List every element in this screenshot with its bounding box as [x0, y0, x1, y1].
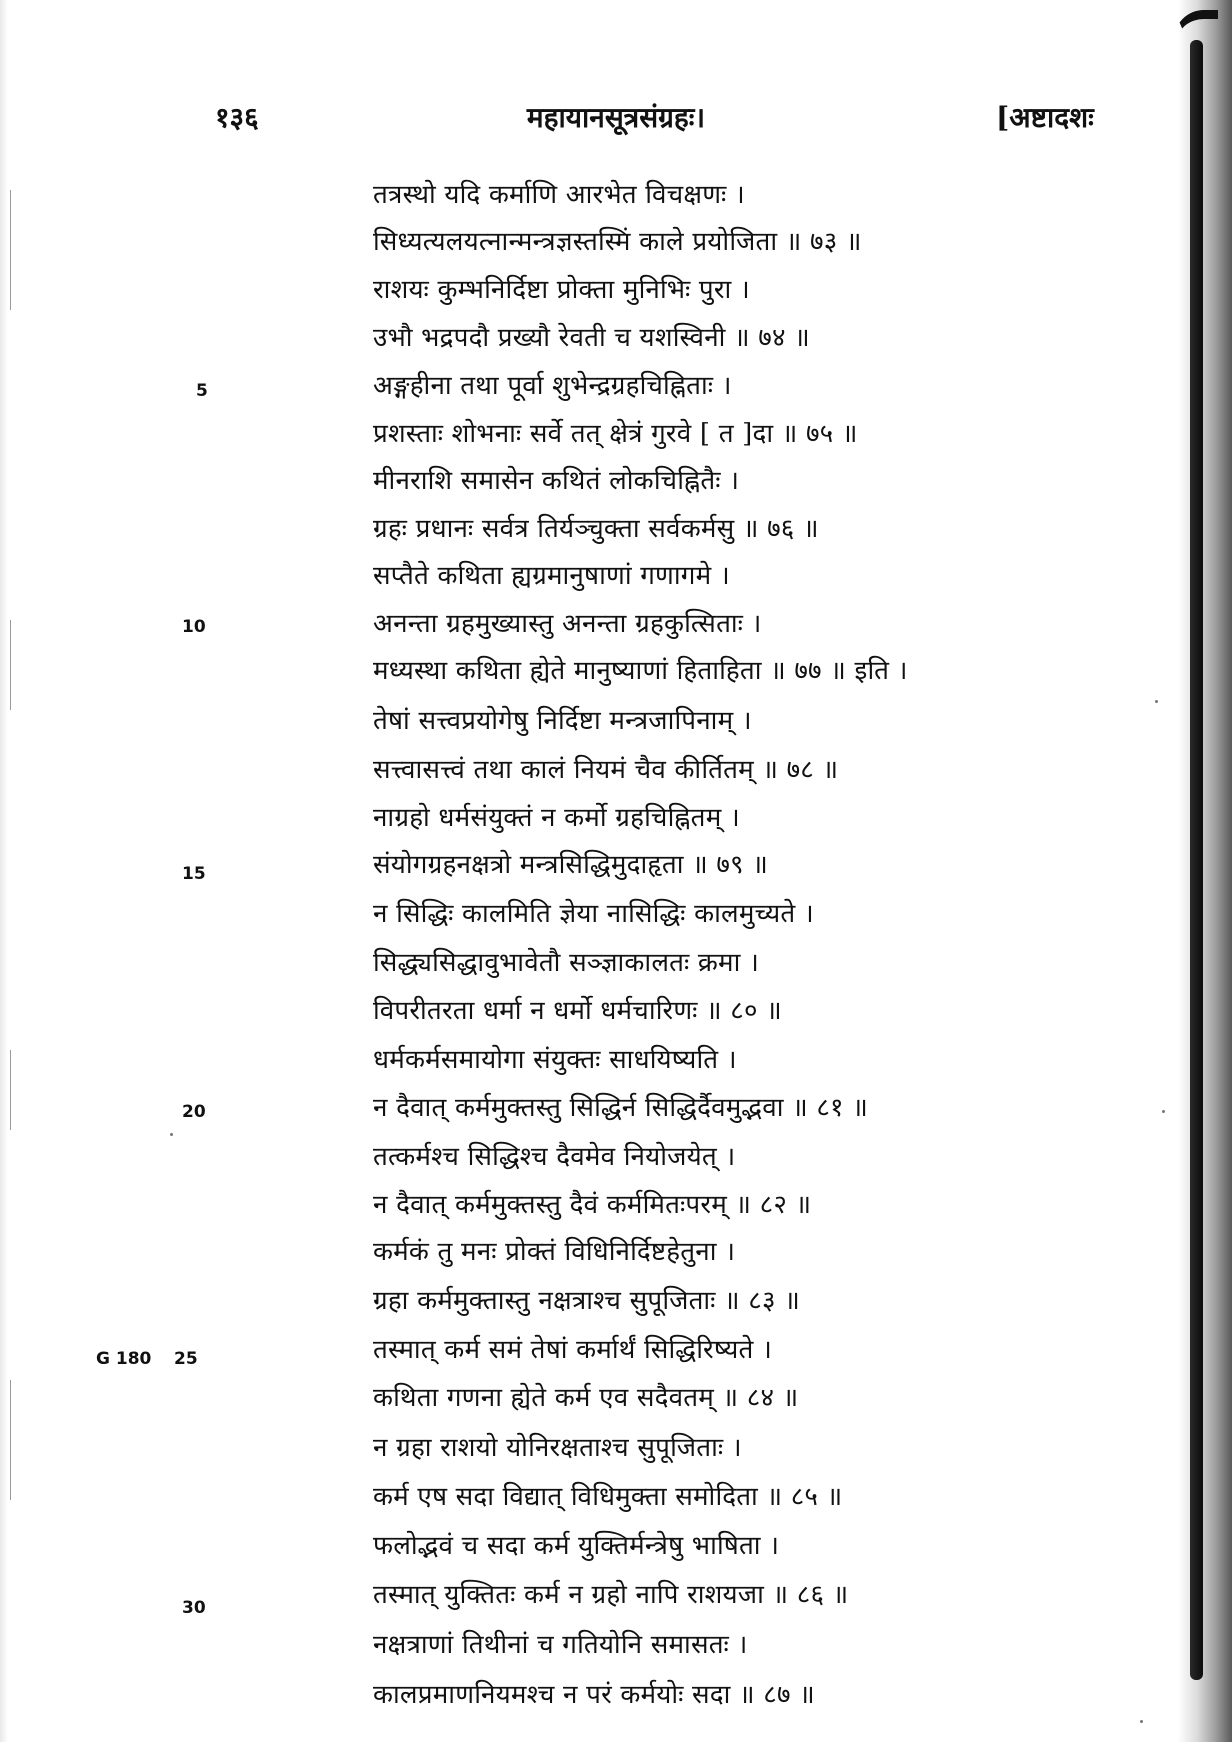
- verse-line: मध्यस्था कथिता ह्येते मानुष्याणां हिताहिता ॥ ७७ ॥ इति ।: [373, 656, 908, 686]
- binding-edge: [1190, 40, 1203, 1680]
- margin-line-number: 25: [174, 1349, 198, 1369]
- verse-line: तस्मात् कर्म समं तेषां कर्मार्थं सिद्धिरिष्यते ।: [373, 1335, 773, 1365]
- edge-mark: [10, 620, 11, 710]
- verse-line: मीनराशि समासेन कथितं लोकचिह्नितैः ।: [373, 466, 740, 496]
- scan-speck: [1155, 700, 1158, 703]
- verse-line: नक्षत्राणां तिथीनां च गतियोनि समासतः ।: [373, 1630, 748, 1660]
- verse-line: ग्रहा कर्ममुक्तास्तु नक्षत्राश्च सुपूजिताः ॥ ८३ ॥: [373, 1286, 800, 1316]
- verse-line: सिध्यत्यलयत्नान्मन्त्रज्ञस्तस्मिं काले प्रयोजिता ॥ ७३ ॥: [373, 227, 862, 257]
- chapter-marker: [अष्टादशः: [996, 101, 1094, 134]
- left-scan-edge: [0, 0, 8, 1742]
- verse-line: सिद्ध्यसिद्धावुभावेतौ सञ्ज्ञाकालतः क्रमा ।: [373, 948, 760, 978]
- margin-line-number: 10: [182, 617, 206, 637]
- scan-speck: [1140, 1720, 1143, 1723]
- margin-line-number: 15: [182, 864, 206, 884]
- edge-mark: [10, 1380, 11, 1500]
- scan-speck: [1162, 1110, 1165, 1113]
- verse-line: कालप्रमाणनियमश्च न परं कर्मयोः सदा ॥ ८७ ॥: [373, 1680, 815, 1710]
- margin-line-number: 30: [182, 1598, 206, 1618]
- verse-line: न ग्रहा राशयो योनिरक्षताश्च सुपूजिताः ।: [373, 1433, 742, 1463]
- verse-line: विपरीतरता धर्मा न धर्मो धर्मचारिणः ॥ ८० ॥: [373, 996, 782, 1026]
- verse-line: तत्कर्मश्च सिद्धिश्च दैवमेव नियोजयेत् ।: [373, 1142, 736, 1172]
- verse-line: सत्त्वासत्त्वं तथा कालं नियमं चैव कीर्तितम् ॥ ७८ ॥: [373, 755, 839, 785]
- verse-line: प्रशस्ताः शोभनाः सर्वे तत् क्षेत्रं गुरवे [ त ]दा ॥ ७५ ॥: [373, 419, 858, 449]
- verse-line: तत्रस्थो यदि कर्माणि आरभेत विचक्षणः ।: [373, 180, 745, 210]
- verse-line: कथिता गणना ह्येते कर्म एव सदैवतम् ॥ ८४ ॥: [373, 1383, 799, 1413]
- verse-line: न सिद्धिः कालमिति ज्ञेया नासिद्धिः कालमुच्यते ।: [373, 899, 814, 929]
- verse-line: फलोद्भवं च सदा कर्म युक्तिर्मन्त्रेषु भाषिता ।: [373, 1531, 780, 1561]
- verse-line: तेषां सत्त्वप्रयोगेषु निर्दिष्टा मन्त्रजापिनाम् ।: [373, 706, 752, 736]
- verse-line: तस्मात् युक्तितः कर्म न ग्रहो नापि राशयजा ॥ ८६ ॥: [373, 1580, 849, 1610]
- margin-reference: G 180: [96, 1349, 152, 1369]
- verse-line: कर्म एष सदा विद्यात् विधिमुक्ता समोदिता ॥ ८५ ॥: [373, 1482, 843, 1512]
- verse-line: ग्रहः प्रधानः सर्वत्र तिर्यञ्चुक्ता सर्वकर्मसु ॥ ७६ ॥: [373, 514, 819, 544]
- verse-line: अङ्गहीना तथा पूर्वा शुभेन्द्रग्रहचिह्निताः ।: [373, 371, 732, 401]
- verse-line: न दैवात् कर्ममुक्तस्तु दैवं कर्ममितःपरम् ॥ ८२ ॥: [373, 1190, 812, 1220]
- scan-speck: [170, 1133, 173, 1136]
- verse-line: न दैवात् कर्ममुक्तस्तु सिद्धिर्न सिद्धिर्दैवमुद्भवा ॥ ८१ ॥: [373, 1093, 869, 1123]
- verse-line: संयोगग्रहनक्षत्रो मन्त्रसिद्धिमुदाहृता ॥ ७९ ॥: [373, 850, 769, 880]
- verse-line: अनन्ता ग्रहमुख्यास्तु अनन्ता ग्रहकुत्सिताः ।: [373, 609, 762, 639]
- verse-line: राशयः कुम्भनिर्दिष्टा प्रोक्ता मुनिभिः पुरा ।: [373, 275, 750, 305]
- margin-line-number: 5: [196, 381, 208, 401]
- verse-line: सप्तैते कथिता ह्यग्रमानुषाणां गणागमे ।: [373, 561, 730, 591]
- page-number: १३६: [215, 101, 259, 134]
- edge-mark: [10, 1050, 11, 1130]
- binding-shadow: [1178, 0, 1232, 1742]
- verse-line: नाग्रहो धर्मसंयुक्तं न कर्मो ग्रहचिह्नितम् ।: [373, 803, 740, 833]
- verse-line: कर्मकं तु मनः प्रोक्तं विधिनिर्दिष्टहेतुना ।: [373, 1237, 736, 1267]
- verse-line: धर्मकर्मसमायोगा संयुक्तः साधयिष्यति ।: [373, 1045, 737, 1075]
- edge-mark: [10, 190, 11, 310]
- verse-line: उभौ भद्रपदौ प्रख्यौ रेवती च यशस्विनी ॥ ७४ ॥: [373, 323, 810, 353]
- margin-line-number: 20: [182, 1102, 206, 1122]
- running-title: महायानसूत्रसंग्रहः।: [526, 101, 706, 134]
